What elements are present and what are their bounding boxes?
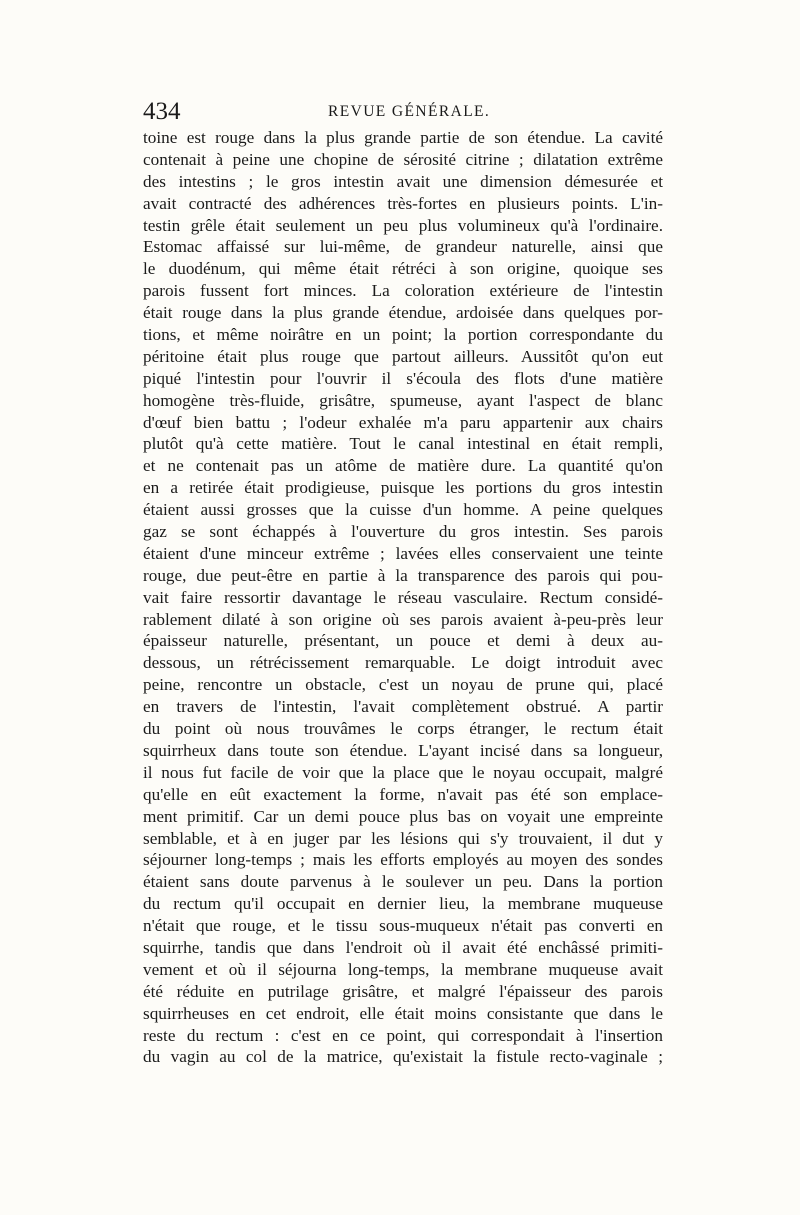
text-line: ment primitif. Car un demi pouce plus bas on voyait une empreinte bbox=[143, 806, 663, 826]
page-header bbox=[143, 98, 663, 128]
text-line: peine, rencontre un obstacle, c'est un noyau de prune qui, placé bbox=[143, 675, 663, 695]
text-line: vement et où il séjourna long-temps, la membrane muqueuse avait bbox=[143, 959, 663, 979]
text-line: rablement dilaté à son origine où ses parois avaient à-peu-près leur bbox=[143, 609, 663, 629]
text-line: en a retirée était prodigieuse, puisque les portions du gros intestin bbox=[143, 478, 663, 498]
text-line: était rouge dans la plus grande étendue, ardoisée dans quelques por- bbox=[143, 303, 663, 323]
text-line: du vagin au col de la matrice, qu'existait la fistule recto-vaginale ; bbox=[143, 1047, 663, 1067]
text-line: piqué l'intestin pour l'ouvrir il s'écoula des flots d'une matière bbox=[143, 368, 663, 388]
text-line: et ne contenait pas un atôme de matière dure. La quantité qu'on bbox=[143, 456, 663, 476]
body-text bbox=[143, 127, 663, 1068]
text-line: testin grêle était seulement un peu plus volumineux qu'à l'ordinaire. bbox=[143, 215, 663, 235]
text-line: avait contracté des adhérences très-fortes en plusieurs points. L'in- bbox=[143, 193, 663, 213]
text-line: du point où nous trouvâmes le corps étranger, le rectum était bbox=[143, 719, 663, 739]
text-line: des intestins ; le gros intestin avait une dimension démesurée et bbox=[143, 171, 663, 191]
text-line: épaisseur naturelle, présentant, un pouce et demi à deux au- bbox=[143, 631, 663, 651]
text-line: péritoine était plus rouge que partout ailleurs. Aussitôt qu'on eut bbox=[143, 346, 663, 366]
text-line: dessous, un rétrécissement remarquable. Le doigt introduit avec bbox=[143, 653, 663, 673]
text-line: Estomac affaissé sur lui-même, de grandeur naturelle, ainsi que bbox=[143, 237, 663, 257]
text-line: contenait à peine une chopine de sérosité citrine ; dilatation extrême bbox=[143, 149, 663, 169]
text-line: plutôt qu'à cette matière. Tout le canal intestinal en était rempli, bbox=[143, 434, 663, 454]
text-line: du rectum qu'il occupait en dernier lieu, la membrane muqueuse bbox=[143, 894, 663, 914]
text-line: en travers de l'intestin, l'avait complètement obstrué. A partir bbox=[143, 697, 663, 717]
running-head: REVUE GÉNÉRALE. bbox=[328, 103, 491, 120]
text-line: étaient sans doute parvenus à le soulever un peu. Dans la portion bbox=[143, 872, 663, 892]
page-number: 434 bbox=[143, 98, 181, 125]
text-line: rouge, due peut-être en partie à la transparence des parois qui pou- bbox=[143, 565, 663, 585]
text-line: étaient aussi grosses que la cuisse d'un homme. A peine quelques bbox=[143, 500, 663, 520]
text-line: parois fussent fort minces. La coloration extérieure de l'intestin bbox=[143, 281, 663, 301]
text-line: qu'elle en eût exactement la forme, n'avait pas été son emplace- bbox=[143, 784, 663, 804]
text-line: le duodénum, qui même était rétréci à son origine, quoique ses bbox=[143, 259, 663, 279]
text-line: n'était que rouge, et le tissu sous-muqueux n'était pas converti en bbox=[143, 916, 663, 936]
text-line: vait faire ressortir davantage le réseau vasculaire. Rectum considé- bbox=[143, 587, 663, 607]
text-line: été réduite en putrilage grisâtre, et malgré l'épaisseur des parois bbox=[143, 981, 663, 1001]
text-line: d'œuf bien battu ; l'odeur exhalée m'a paru appartenir aux chairs bbox=[143, 412, 663, 432]
text-line: étaient d'une minceur extrême ; lavées elles conservaient une teinte bbox=[143, 543, 663, 563]
text-line: il nous fut facile de voir que la place que le noyau occupait, malgré bbox=[143, 762, 663, 782]
text-line: squirrheux dans toute son étendue. L'ayant incisé dans sa longueur, bbox=[143, 740, 663, 760]
text-line: squirrheuses en cet endroit, elle était moins consistante que dans le bbox=[143, 1003, 663, 1023]
text-line: reste du rectum : c'est en ce point, qui correspondait à l'insertion bbox=[143, 1025, 663, 1045]
text-line: gaz se sont échappés à l'ouverture du gros intestin. Ses parois bbox=[143, 522, 663, 542]
text-line: toine est rouge dans la plus grande partie de son étendue. La cavité bbox=[143, 128, 663, 147]
text-line: tions, et même noirâtre en un point; la portion correspondante du bbox=[143, 325, 663, 345]
text-line: séjourner long-temps ; mais les efforts employés au moyen des sondes bbox=[143, 850, 663, 870]
text-line: semblable, et à en juger par les lésions qui s'y trouvaient, il dut y bbox=[143, 828, 663, 848]
text-line: squirrhe, tandis que dans l'endroit où il avait été enchâssé primiti- bbox=[143, 937, 663, 957]
text-line: homogène très-fluide, grisâtre, spumeuse, ayant l'aspect de blanc bbox=[143, 390, 663, 410]
